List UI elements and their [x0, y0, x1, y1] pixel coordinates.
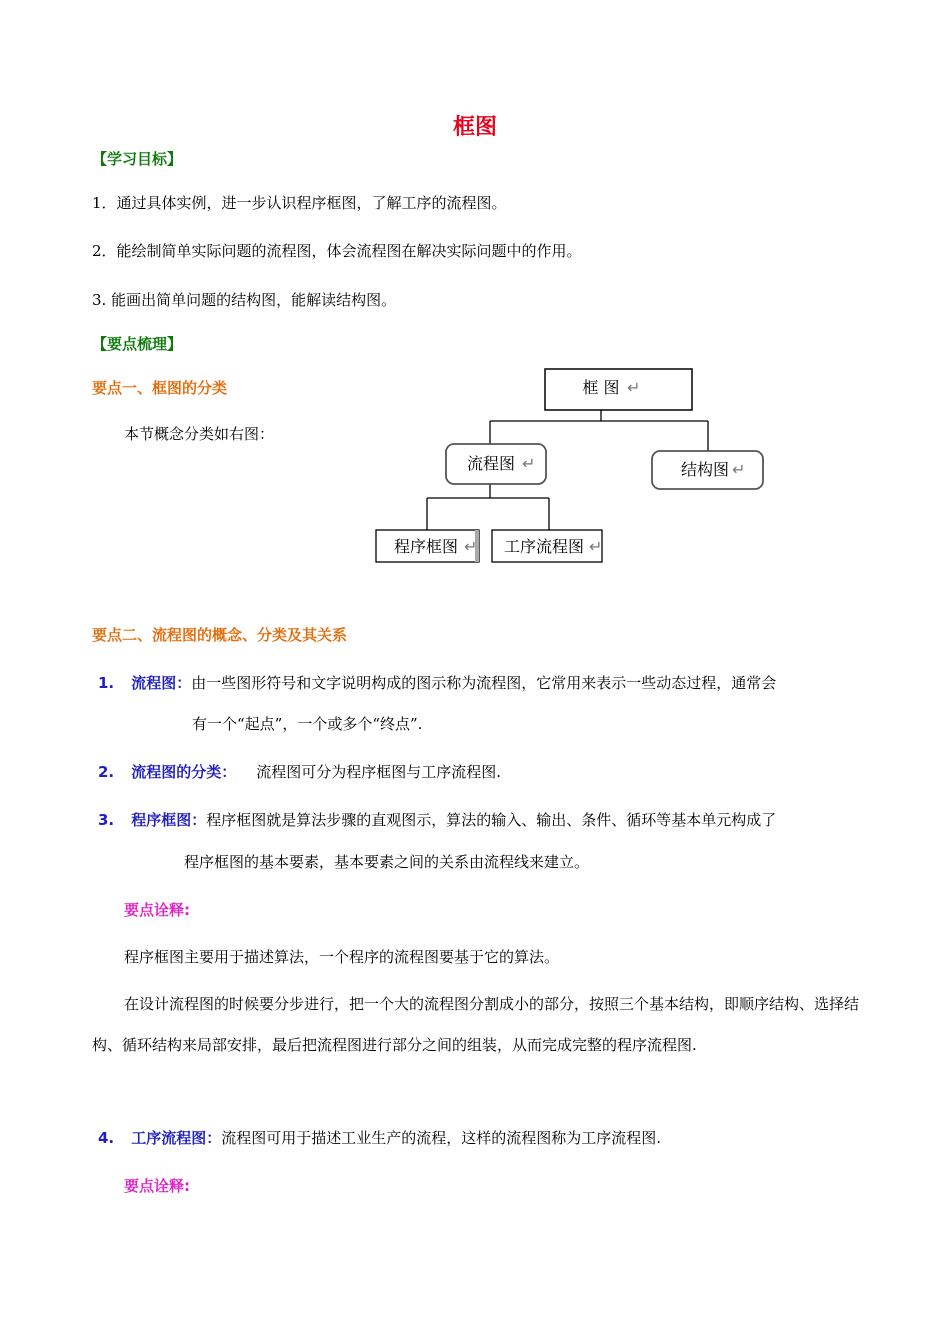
diagram-node-root: [545, 369, 692, 410]
item-3: [98, 809, 776, 830]
note-label-2: 要点诠释:: [124, 1177, 190, 1195]
diagram-node-program-flowchart-label: 程序框图: [393, 537, 459, 556]
item-number: 3.: [98, 811, 115, 829]
item-4: [98, 1127, 661, 1148]
item-2: [98, 761, 501, 782]
item-number: 1.: [98, 674, 115, 692]
goal-item: 2．能绘制简单实际问题的流程图，体会流程图在解决实际问题中的作用。: [92, 242, 582, 260]
return-mark: ↵: [464, 537, 478, 556]
item-text: 流程图可分为程序框图与工序流程图.: [256, 763, 502, 781]
item-number: 2.: [98, 763, 115, 781]
diagram-node-process-flowchart: [492, 530, 602, 562]
point2-heading: 要点二、流程图的概念、分类及其关系: [92, 626, 348, 644]
return-mark: ↵: [732, 460, 746, 479]
return-mark: ↵: [589, 537, 603, 556]
item-term: 程序框图：: [131, 811, 207, 829]
note-paragraph-2: 在设计流程图的时候要分步进行，把一个大的流程图分割成小的部分，按照三个基本结构，即顺序结构、选择结构、循环结构来局部安排，最后把流程图进行部分之间的组装，从而完成完整的程序流程图.: [92, 995, 860, 1054]
item-text: 程序框图就是算法步骤的直观图示，算法的输入、输出、条件、循环等基本单元构成了: [206, 811, 777, 829]
item-1: [98, 672, 776, 693]
note-paragraph-1: 程序框图主要用于描述算法，一个程序的流程图要基于它的算法。: [124, 948, 560, 966]
goal-item: 3. 能画出简单问题的结构图，能解读结构图。: [92, 291, 397, 309]
item-term: 工序流程图：: [131, 1129, 222, 1147]
classification-diagram: [360, 360, 780, 575]
section-goals-heading: 【学习目标】: [92, 150, 183, 168]
diagram-node-structure: [652, 451, 763, 489]
page-title: 框图: [452, 115, 497, 140]
section-points-heading: 【要点梳理】: [92, 335, 183, 353]
return-mark: ↵: [522, 454, 536, 473]
point1-heading: 要点一、框图的分类: [92, 379, 228, 397]
item-number: 4.: [98, 1129, 115, 1147]
item-1-continuation: 有一个“起点”，一个或多个“终点”.: [192, 715, 423, 733]
diagram-node-root-label: 框 图: [582, 378, 620, 397]
diagram-node-flowchart: [446, 444, 546, 484]
note-label: 要点诠释:: [124, 901, 190, 919]
diagram-node-structure-label: 结构图: [680, 460, 730, 479]
diagram-node-program-flowchart: [376, 530, 479, 562]
diagram-node-flowchart-label: 流程图: [466, 454, 516, 473]
item-term: 流程图的分类：: [131, 763, 237, 781]
point1-text: 本节概念分类如右图：: [124, 425, 275, 443]
return-mark: ↵: [627, 378, 641, 397]
item-term: 流程图：: [131, 674, 192, 692]
goal-item: 1．通过具体实例，进一步认识程序框图，了解工序的流程图。: [92, 194, 507, 212]
item-text: 流程图可用于描述工业生产的流程，这样的流程图称为工序流程图.: [221, 1129, 662, 1147]
diagram-node-process-flowchart-label: 工序流程图: [503, 537, 585, 556]
item-3-continuation: 程序框图的基本要素，基本要素之间的关系由流程线来建立。: [184, 853, 590, 871]
item-text: 由一些图形符号和文字说明构成的图示称为流程图，它常用来表示一些动态过程，通常会: [191, 674, 777, 692]
